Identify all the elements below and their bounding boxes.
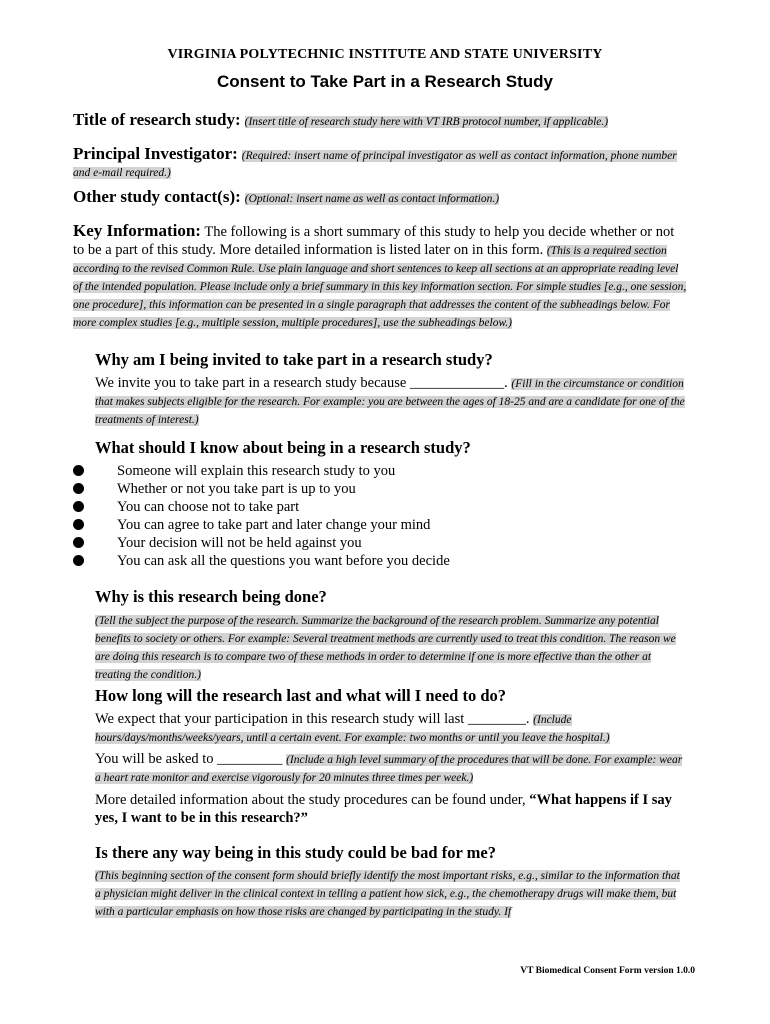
key-information — [73, 222, 688, 331]
title-label: Title of research study: — [73, 110, 241, 129]
list-item: You can ask all the questions you want before you decide — [117, 552, 677, 570]
bullet-icon — [73, 555, 84, 566]
list-item: You can choose not to take part — [117, 498, 677, 516]
bad-for-me-body — [95, 866, 685, 920]
title-field — [73, 110, 688, 130]
pi-field — [73, 146, 688, 181]
what-know-list — [117, 462, 677, 570]
why-invited-body — [95, 374, 685, 428]
bullet-icon — [73, 465, 84, 476]
document-title: Consent to Take Part in a Research Study — [217, 72, 553, 91]
key-info-note: (This is a required section according to the revised Common Rule. Use plain language and short sentences to keep all sections at an appropriate reading level of the intended population. Please include only a brief summary in this key information section. For simple studies [e.g., one session, one procedure], this information can be presented in a single paragraph that addresses the content of the subheadings below. For more complex studies [e.g., multiple session, multiple procedures], use the subheadings below.) — [73, 245, 687, 329]
why-invited-text: We invite you to take part in a research study because _____________. — [95, 375, 512, 391]
bullet-icon — [73, 501, 84, 512]
contacts-note: (Optional: insert name as well as contact information.) — [244, 193, 500, 205]
pi-label: Principal Investigator: — [73, 144, 238, 163]
why-invited-heading: Why am I being invited to take part in a research study? — [95, 350, 493, 369]
university-name: VIRGINIA POLYTECHNIC INSTITUTE AND STATE UNIVERSITY — [167, 47, 603, 62]
key-info-label: Key Information: — [73, 221, 201, 240]
procedures-summary — [95, 750, 685, 786]
form-version: VT Biomedical Consent Form version 1.0.0 — [520, 966, 695, 976]
list-item: You can agree to take part and later change your mind — [117, 516, 677, 534]
contacts-field — [73, 187, 688, 207]
more-details — [95, 791, 685, 827]
pi-note: (Required: insert name of principal investigator as well as contact information, phone number and e-mail required.) — [73, 150, 677, 179]
bullet-icon — [73, 537, 84, 548]
list-item: Whether or not you take part is up to you — [117, 480, 677, 498]
bullet-icon — [73, 483, 84, 494]
how-long-note: (Include hours/days/months/weeks/years, until a certain event. For example: two months or until you leave the hospital.) — [95, 714, 610, 744]
more-details-link-text: “What happens if I say yes, I want to be in this research?” — [95, 792, 672, 826]
why-done-body — [95, 611, 685, 683]
list-item: Someone will explain this research study to you — [117, 462, 677, 480]
why-done-heading: Why is this research being done? — [95, 587, 327, 606]
what-know-heading: What should I know about being in a research study? — [95, 438, 471, 457]
contacts-label: Other study contact(s): — [73, 187, 241, 206]
procedures-text: You will be asked to _________ — [95, 751, 287, 767]
title-note: (Insert title of research study here with VT IRB protocol number, if applicable.) — [244, 116, 609, 128]
bad-for-me-heading: Is there any way being in this study could be bad for me? — [95, 843, 496, 862]
bad-for-me-note: (This beginning section of the consent form should briefly identify the most important risks, e.g., similar to the information that a physician might deliver in the clinical context in telling a patient how sick, e.g., the chemotherapy drugs will make them, but with a particular emphasis on how those risks are changed by participating in the study. If — [95, 870, 680, 918]
why-done-note: (Tell the subject the purpose of the research. Summarize the background of the research problem. Summarize any potential benefits to society or others. For example: Several treatment methods are currently used to treat this condition. The reason we are doing this research is to compare two of these methods in order to determine if one is more effective than the other at treating the condition.) — [95, 615, 676, 681]
how-long-text: We expect that your participation in this research study will last ________. — [95, 711, 534, 727]
bullet-icon — [73, 519, 84, 530]
why-invited-note: (Fill in the circumstance or condition that makes subjects eligible for the research. For example: you are between the ages of 18-25 and are a candidate for one of the treatments of interest.) — [95, 378, 685, 426]
procedures-note: (Include a high level summary of the procedures that will be done. For example: wear a heart rate monitor and exercise vigorously for 20 minutes three times per week.) — [95, 754, 683, 784]
how-long-heading: How long will the research last and what will I need to do? — [95, 686, 506, 705]
how-long-duration — [95, 710, 685, 746]
key-info-text: The following is a short summary of this study to help you decide whether or not to be a part of this study. More detailed information is listed later on in this form. — [73, 224, 675, 258]
more-details-text: More detailed information about the study procedures can be found under, — [95, 792, 530, 808]
list-item: Your decision will not be held against you — [117, 534, 677, 552]
